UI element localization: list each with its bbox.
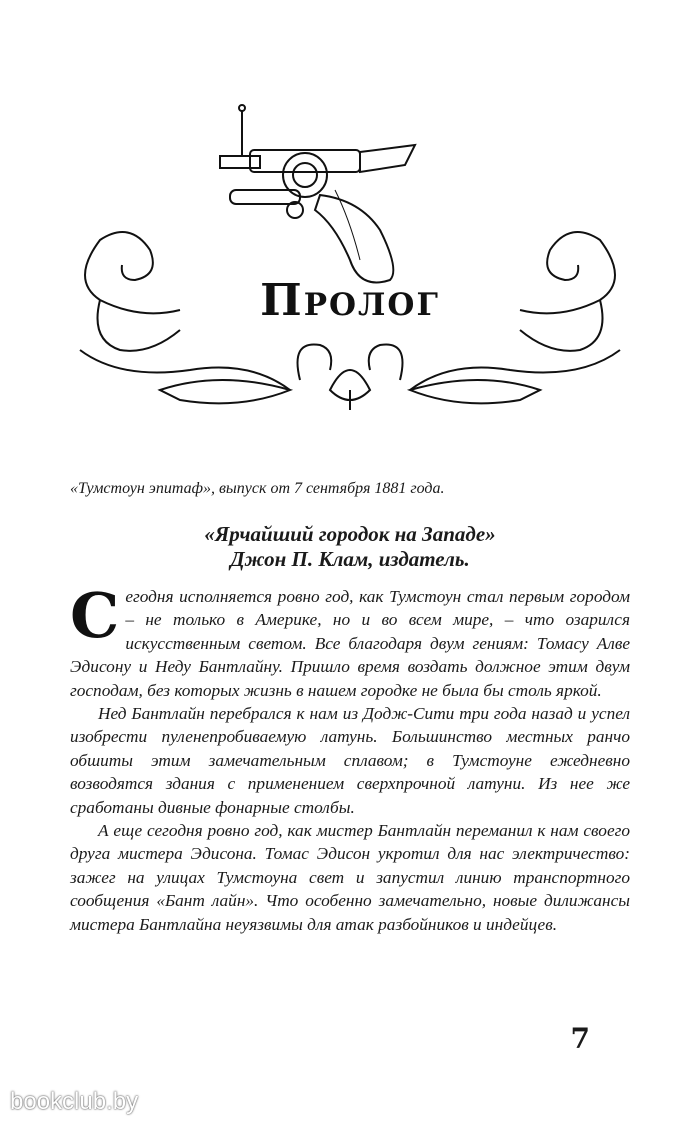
- steampunk-revolver-ornament-icon: [60, 90, 640, 430]
- newspaper-headline: [70, 522, 630, 572]
- watermark: bookclub.by: [10, 1088, 139, 1115]
- paragraph: Нед Бантлайн перебрался к нам из Додж-Сити три года назад и успел изобрести пуленепробиваемую латунь. Большинство местных ранчо обшиты этим замечательным сплавом; в Тумстоуне ежедневно возводятся здания с применением сверхпрочной латуни. Из нее же сработаны дивные фонарные столбы.: [70, 704, 630, 817]
- paragraph: А еще сегодня ровно год, как мистер Бантлайн переманил к нам своего друга мистера Эдисона. Томас Эдисон укротил для нас электричество: зажег на улицах Тумстоуна свет и запустил линию транспортного сообщения «Бант лайн». Что особенно замечательно, новые дилижансы мистера Бантлайна неуязвимы для атак разбойников и индейцев.: [70, 821, 630, 934]
- body-text: [70, 579, 630, 936]
- chapter-title: Пролог: [260, 275, 440, 326]
- headline-title: «Ярчайший городок на Западе»: [204, 522, 496, 546]
- headline-publisher: Джон П. Клам, издатель.: [230, 547, 470, 571]
- drop-cap: С: [70, 579, 120, 652]
- page-number: 7: [570, 1022, 590, 1055]
- paragraph-text: егодня исполняется ровно год, как Тумстоун стал первым городом – не только в Америке, но и во всем мире, – что озарился искусственным светом. Все благодаря двум гениям: Томасу Алве Эдисону и Неду Бантлайну. Пришло время воздать должное этим двум господам, без которых жизнь в нашем городке не была бы столь яркой.: [70, 587, 630, 700]
- paragraph: [70, 579, 630, 702]
- epigraph: «Тумстоун эпитаф», выпуск от 7 сентября 1881 года.: [70, 480, 445, 497]
